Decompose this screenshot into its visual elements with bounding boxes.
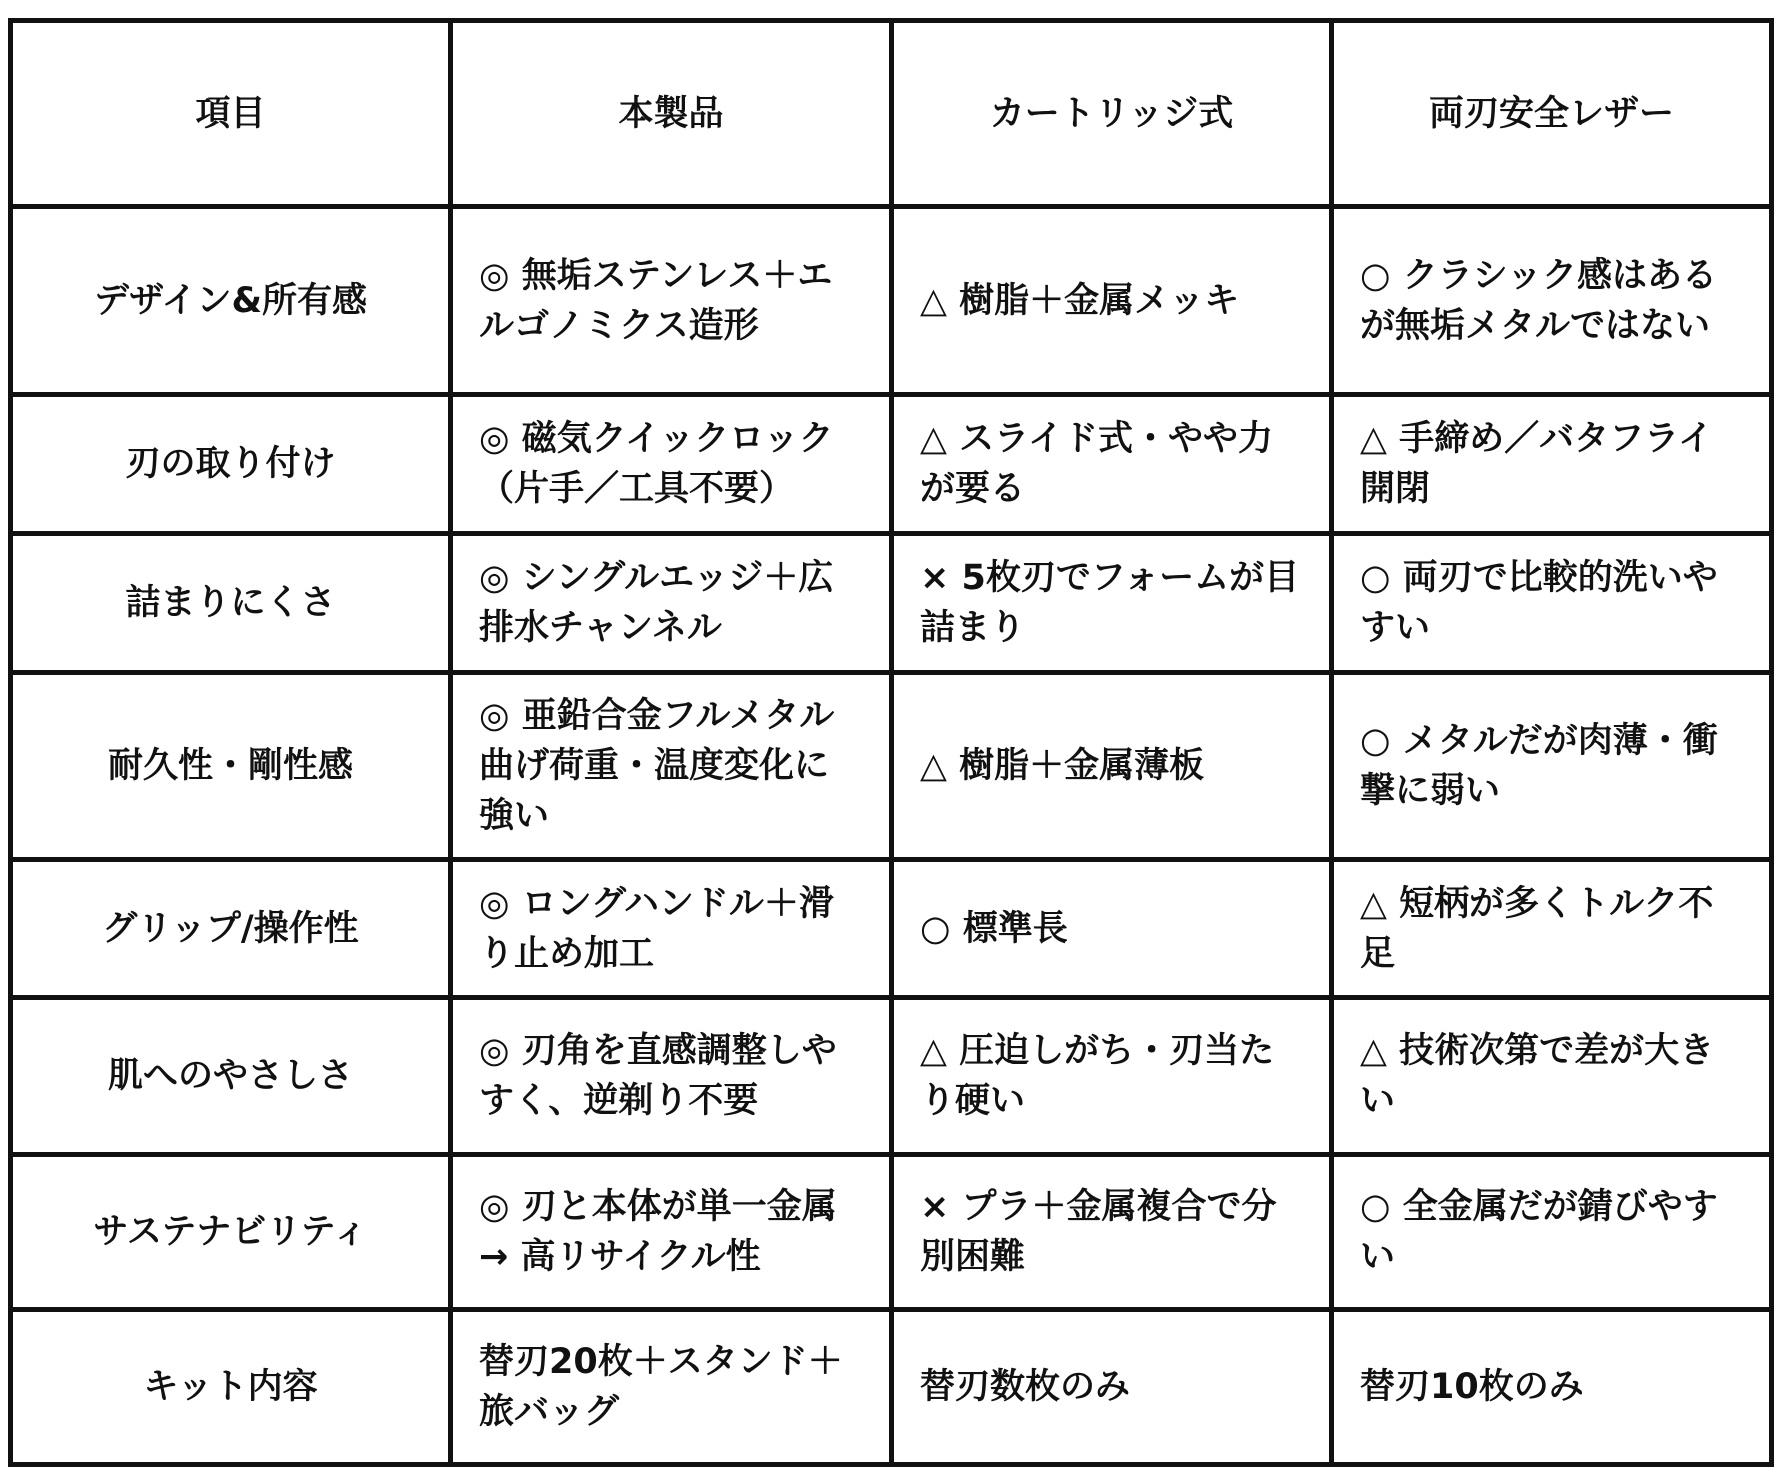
table-row (11, 860, 1772, 998)
cartridge-cell: 替刃数枚のみ (892, 1310, 1332, 1465)
table-row (11, 998, 1772, 1155)
comparison-table (8, 18, 1774, 1467)
table-row (11, 207, 1772, 395)
row-label: 詰まりにくさ (11, 534, 451, 673)
safety-razor-cell: 替刃10枚のみ (1332, 1310, 1772, 1465)
safety-razor-cell: △ 技術次第で差が大きい (1332, 998, 1772, 1155)
safety-razor-cell: ○ メタルだが肉薄・衝撃に弱い (1332, 673, 1772, 860)
row-label: サステナビリティ (11, 1155, 451, 1310)
cartridge-cell: △ スライド式・やや力が要る (892, 395, 1332, 534)
header-cell-safety-razor: 両刃安全レザー (1332, 21, 1772, 207)
table-row (11, 534, 1772, 673)
cartridge-cell: ○ 標準長 (892, 860, 1332, 998)
header-cell-item: 項目 (11, 21, 451, 207)
header-cell-product: 本製品 (451, 21, 892, 207)
header-cell-cartridge: カートリッジ式 (892, 21, 1332, 207)
safety-razor-cell: ○ 全金属だが錆びやすい (1332, 1155, 1772, 1310)
cartridge-cell: △ 樹脂＋金属薄板 (892, 673, 1332, 860)
cartridge-cell: △ 樹脂＋金属メッキ (892, 207, 1332, 395)
product-cell: ◎ 無垢ステンレス＋エルゴノミクス造形 (451, 207, 892, 395)
header-row (11, 21, 1772, 207)
table-row (11, 1310, 1772, 1465)
row-label: キット内容 (11, 1310, 451, 1465)
cartridge-cell: × 5枚刃でフォームが目詰まり (892, 534, 1332, 673)
cartridge-cell: △ 圧迫しがち・刃当たり硬い (892, 998, 1332, 1155)
product-cell: ◎ シングルエッジ＋広排水チャンネル (451, 534, 892, 673)
product-cell: ◎ ロングハンドル＋滑り止め加工 (451, 860, 892, 998)
comparison-table-container (8, 18, 1774, 1467)
safety-razor-cell: ○ クラシック感はあるが無垢メタルではない (1332, 207, 1772, 395)
product-cell: ◎ 刃角を直感調整しやすく、逆剃り不要 (451, 998, 892, 1155)
table-row (11, 673, 1772, 860)
product-cell: 替刃20枚＋スタンド＋旅バッグ (451, 1310, 892, 1465)
row-label: 耐久性・剛性感 (11, 673, 451, 860)
row-label: 肌へのやさしさ (11, 998, 451, 1155)
row-label: グリップ/操作性 (11, 860, 451, 998)
table-row (11, 395, 1772, 534)
safety-razor-cell: △ 手締め／バタフライ開閉 (1332, 395, 1772, 534)
safety-razor-cell: ○ 両刃で比較的洗いやすい (1332, 534, 1772, 673)
safety-razor-cell: △ 短柄が多くトルク不足 (1332, 860, 1772, 998)
row-label: 刃の取り付け (11, 395, 451, 534)
product-cell: ◎ 磁気クイックロック（片手／工具不要） (451, 395, 892, 534)
row-label: デザイン&所有感 (11, 207, 451, 395)
cartridge-cell: × プラ＋金属複合で分別困難 (892, 1155, 1332, 1310)
table-row (11, 1155, 1772, 1310)
product-cell: ◎ 刃と本体が単一金属 → 高リサイクル性 (451, 1155, 892, 1310)
product-cell: ◎ 亜鉛合金フルメタル曲げ荷重・温度変化に強い (451, 673, 892, 860)
